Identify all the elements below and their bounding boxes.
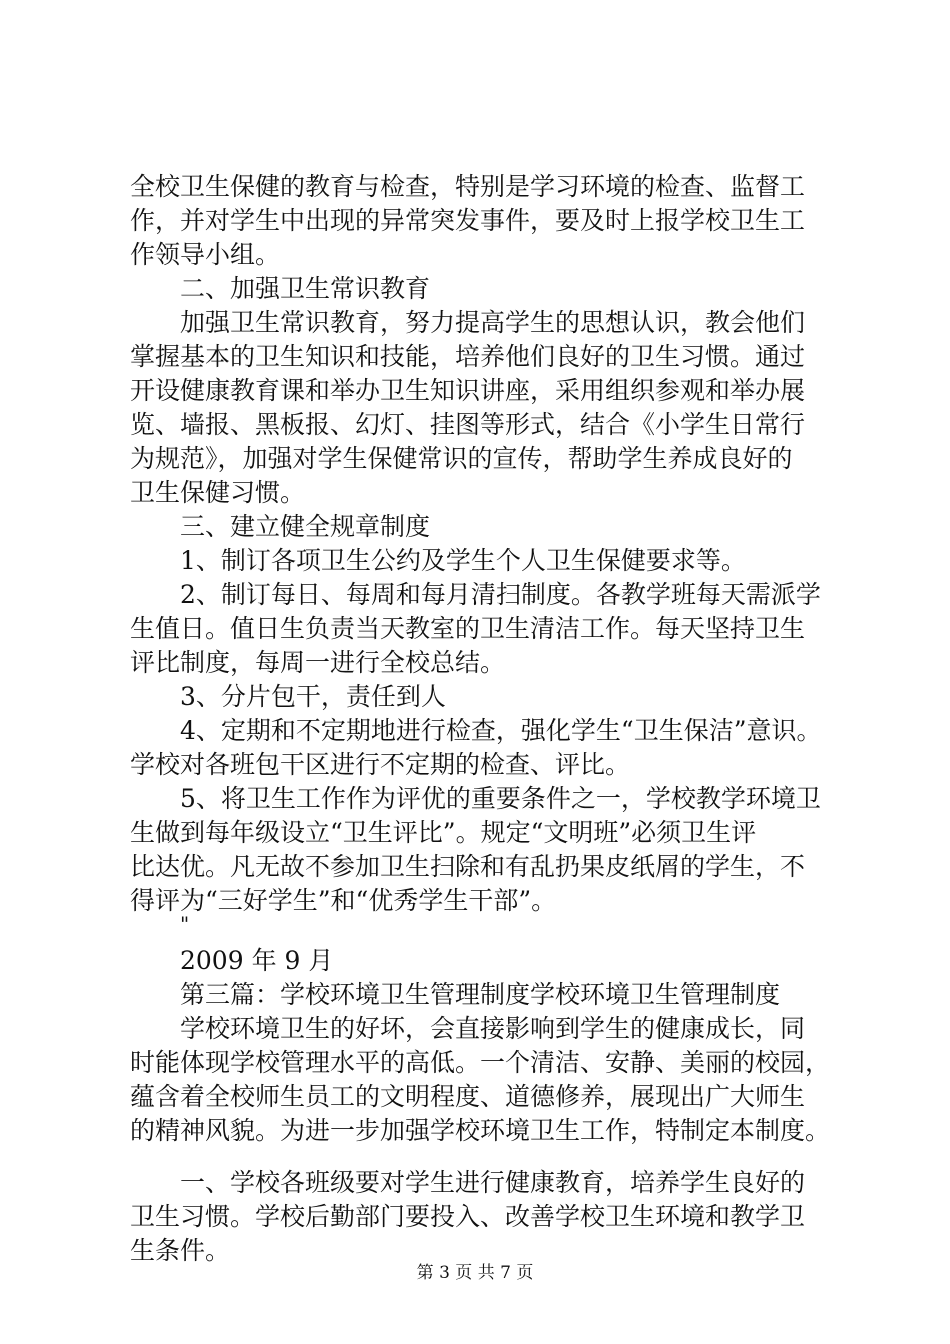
list-item-line: 4、定期和不定期地进行检查，强化学生“卫生保洁”意识。 [180, 716, 822, 745]
body-text-line: 学校对各班包干区进行不定期的检查、评比。 [130, 750, 631, 779]
body-text-line: 得评为“三好学生”和“优秀学生干部”。 [130, 886, 557, 915]
body-text-line: 时能体现学校管理水平的高低。一个清洁、安静、美丽的校园， [130, 1048, 831, 1077]
body-text-line: 生条件。 [130, 1236, 231, 1265]
body-text-line: 全校卫生保健的教育与检查，特别是学习环境的检查、监督工 [130, 172, 806, 201]
body-text-line: 的精神风貌。为进一步加强学校环境卫生工作，特制定本制度。 [130, 1116, 831, 1145]
body-text-line: 学校环境卫生的好坏，会直接影响到学生的健康成长，同 [180, 1014, 806, 1043]
stray-quote-mark: " [180, 912, 190, 936]
section-heading: 三、建立健全规章制度 [180, 512, 431, 541]
page-number-footer: 第 3 页 共 7 页 [416, 1263, 534, 1283]
body-text-line: 评比制度，每周一进行全校总结。 [130, 648, 506, 677]
body-text-line: 生做到每年级设立“卫生评比”。规定“文明班”必须卫生评 [130, 818, 757, 847]
list-item-line: 1、制订各项卫生公约及学生个人卫生保健要求等。 [180, 546, 746, 575]
body-text-line: 览、墙报、黑板报、幻灯、挂图等形式，结合《小学生日常行 [130, 410, 806, 439]
body-text-line: 卫生保健习惯。 [130, 478, 306, 507]
body-text-line: 卫生习惯。学校后勤部门要投入、改善学校卫生环境和教学卫 [130, 1202, 806, 1231]
body-text-line: 比达优。凡无故不参加卫生扫除和有乱扔果皮纸屑的学生，不 [130, 852, 806, 881]
body-text-line: 作，并对学生中出现的异常突发事件，要及时上报学校卫生工 [130, 206, 806, 235]
list-item-line: 5、将卫生工作作为评优的重要条件之一，学校教学环境卫 [180, 784, 821, 813]
date-line: 2009 年 9 月 [180, 946, 334, 975]
body-text-line: 为规范》，加强对学生保健常识的宣传，帮助学生养成良好的 [130, 444, 793, 473]
body-text-line: 蕴含着全校师生员工的文明程度、道德修养，展现出广大师生 [130, 1082, 806, 1111]
body-text-line: 掌握基本的卫生知识和技能，培养他们良好的卫生习惯。通过 [130, 342, 806, 371]
list-item-line: 2、制订每日、每周和每月清扫制度。各教学班每天需派学 [180, 580, 821, 609]
list-item-line: 3、分片包干，责任到人 [180, 682, 446, 711]
section-heading: 二、加强卫生常识教育 [180, 274, 431, 303]
chapter-heading: 第三篇：学校环境卫生管理制度学校环境卫生管理制度 [180, 980, 781, 1009]
list-item-line: 一、学校各班级要对学生进行健康教育，培养学生良好的 [180, 1168, 806, 1197]
body-text-line: 作领导小组。 [130, 240, 281, 269]
body-text-line: 加强卫生常识教育，努力提高学生的思想认识，教会他们 [180, 308, 806, 337]
body-text-line: 生值日。值日生负责当天教室的卫生清洁工作。每天坚持卫生 [130, 614, 806, 643]
body-text-line: 开设健康教育课和举办卫生知识讲座，采用组织参观和举办展 [130, 376, 806, 405]
